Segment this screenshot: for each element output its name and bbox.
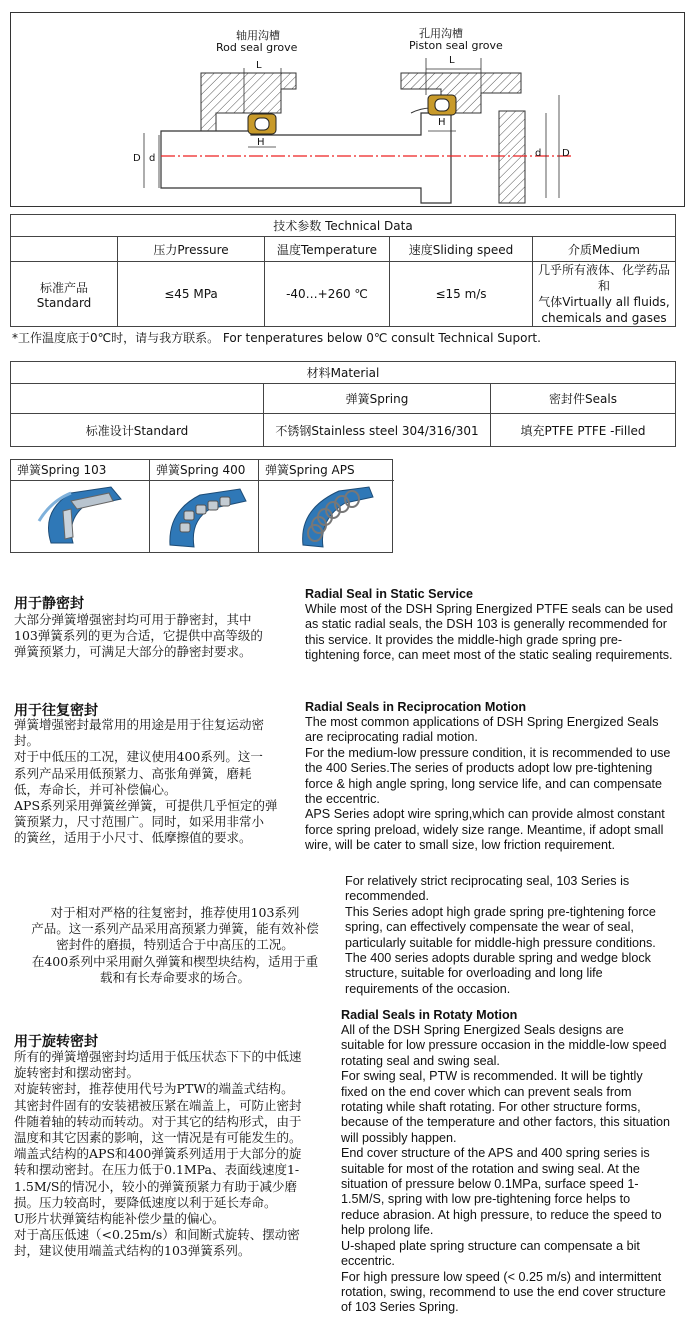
rotary-cn-title: 用于旋转密封	[14, 1034, 98, 1050]
piston-groove-label-en: Piston seal grove	[409, 39, 503, 52]
static-cn-text	[14, 612, 294, 661]
strict-cn-line: 在400系列中采用耐久弹簧和楔型块结构，适用于重	[31, 953, 319, 969]
piston-groove-label-cn: 孔用沟槽	[419, 27, 463, 40]
spring-400-label: 弹簧Spring 400	[150, 460, 258, 481]
dim-D-rod: D	[133, 153, 141, 164]
tech-row-label-cn: 标准产品	[39, 280, 88, 295]
material-title: 材料Material	[11, 362, 676, 384]
rotary-cn-line: 件随着轴的转动而转动。对于其它的结构形式，由于	[14, 1113, 302, 1129]
spring-400-card	[150, 460, 259, 552]
dim-H-rod: H	[257, 137, 265, 148]
rotary-en-line: reduce abrasion. At high pressure, to reduce the speed to	[341, 1207, 662, 1222]
strict-en-line: recommended.	[345, 889, 429, 904]
static-cn-line: 大部分弹簧增强密封均可用于静密封，其中	[14, 612, 252, 627]
rotary-cn-line: 对旋转密封，推荐使用代号为PTW的端盖式结构。	[14, 1081, 294, 1097]
tech-row-label	[11, 262, 118, 327]
recip-en-line: wire, will be cater to small size, low friction requirement.	[305, 838, 616, 853]
strict-en-text	[345, 874, 695, 997]
recip-cn-line: 低，寿命长，并可补偿偏心。	[14, 781, 177, 797]
dim-L-piston: L	[449, 55, 455, 66]
rotary-en-line: rotation, swing, recommend to use the end cover structure	[341, 1284, 666, 1299]
rotary-cn-line: 对于高压低速（<0.25m/s）和间断式旋转、摆动密	[14, 1227, 300, 1243]
technical-title: 技术参数 Technical Data	[11, 215, 676, 237]
static-en-text	[305, 602, 695, 664]
rotary-cn-line: 所有的弹簧增强密封均适用于低压状态下下的中低速	[14, 1049, 302, 1064]
recip-en-line: are reciprocating radial motion.	[305, 730, 478, 745]
groove-drawing	[11, 13, 684, 206]
material-row-label: 标准设计Standard	[11, 414, 264, 447]
recip-cn-line: 簧预紧力，尺寸范围广。同时，如采用非常小	[14, 814, 265, 830]
recip-en-line: the 400 Series.The series of products adopt low pre-tightening	[305, 761, 653, 776]
recip-en-line: force & high angle spring, long service life, and can compensate	[305, 776, 663, 791]
tech-speed-value: ≤15 m/s	[390, 262, 533, 327]
rod-groove-label-en: Rod seal grove	[216, 41, 298, 54]
temperature-note: *工作温度底于0℃时，请与我方联系。 For tenperatures below 0℃ consult Technical Suport.	[12, 331, 541, 345]
spring-400-image	[150, 481, 258, 557]
static-en-line: as static radial seals, the DSH 103 is generally recommended for	[305, 617, 667, 632]
rotary-cn-line: 旋转密封和摆动密封。	[14, 1065, 140, 1081]
spring-aps-image	[259, 481, 394, 557]
material-spring-value: 不锈钢Stainless steel 304/316/301	[264, 414, 491, 447]
rotary-en-line: rotating seal and swing seal.	[341, 1053, 500, 1068]
tech-header-pressure: 压力Pressure	[118, 237, 265, 262]
rotary-en-line: All of the DSH Spring Energized Seals designs are	[341, 1023, 624, 1037]
rotary-cn-line: U形片状弹簧结构能补偿少量的偏心。	[14, 1211, 225, 1227]
material-header-seals: 密封件Seals	[491, 384, 676, 414]
rotary-en-line: 1.5M/S, spring with low pre-tightening force helps to	[341, 1192, 631, 1207]
static-cn-line: 弹簧预紧力，可满足大部分的静密封要求。	[14, 644, 252, 660]
strict-en-line: particularly suitable for middle-high pressure conditions.	[345, 935, 656, 950]
rotary-cn-line: 端盖式结构的APS和400弹簧系列适用于大部分的旋	[14, 1146, 302, 1162]
rotary-en-title: Radial Seals in Rotaty Motion	[341, 1008, 518, 1022]
rotary-en-line: U-shaped plate spring structure can compensate a bit	[341, 1238, 640, 1253]
strict-en-line: This Series adopt high grade spring pre-tightening force	[345, 904, 656, 919]
strict-en-line: spring, can effectively compensate the wear of seal,	[345, 920, 634, 935]
spring-103-image	[11, 481, 149, 557]
static-en-line: tightening force, can meet most of the static sealing requirements.	[305, 648, 673, 663]
tech-medium-line: chemicals and gases	[541, 311, 667, 325]
cylinder-wall	[499, 111, 525, 203]
rotary-en-line: rotating while shaft rotating. For other structure forms,	[341, 1100, 641, 1115]
tech-temperature-value: -40…+260 ℃	[265, 262, 390, 327]
strict-cn-line: 密封件的磨损，特别适合于中高压的工况。	[56, 937, 294, 953]
material-seal-value: 填充PTFE PTFE -Filled	[491, 414, 676, 447]
dim-D-piston: D	[562, 148, 570, 159]
tech-row-label-en: Standard	[36, 295, 92, 310]
tech-pressure-value: ≤45 MPa	[118, 262, 265, 327]
seal-groove-diagram	[10, 12, 685, 207]
strict-cn-line: 载和有长寿命要求的场合。	[99, 969, 250, 985]
material-header-spring: 弹簧Spring	[264, 384, 491, 414]
recip-cn-line: 的簧丝，适用于小尺寸、低摩擦值的要求。	[14, 830, 252, 846]
material-header-empty	[11, 384, 264, 414]
static-en-line: this service. It provides the middle-high grade spring pre-	[305, 632, 623, 647]
rotary-en-line: fixed on the end cover which can prevent seals from	[341, 1084, 632, 1099]
piston-housing	[401, 73, 521, 113]
static-cn-line: 103弹簧系列的更为合适，它提供中高等级的	[14, 628, 263, 644]
recip-cn-line: APS系列采用弹簧丝弹簧，可提供几乎恒定的弹	[14, 798, 278, 814]
tech-header-speed: 速度Sliding speed	[390, 237, 533, 262]
rotary-en-line: End cover structure of the APS and 400 spring series is	[341, 1146, 650, 1161]
rotary-cn-line: 其密封件固有的安装裙被压紧在端盖上，可防止密封	[14, 1097, 302, 1113]
rod-groove-label-cn: 轴用沟槽	[236, 29, 280, 42]
recip-cn-title: 用于往复密封	[14, 703, 98, 719]
recip-cn-line: 对于中低压的工况，建议使用400系列。这一	[14, 749, 263, 765]
rotary-cn-line: 转和摆动密封。在压力低于0.1MPa、表面线速度1-	[14, 1162, 300, 1178]
strict-cn-text	[14, 905, 336, 986]
dim-d-rod: d	[149, 153, 156, 164]
spring-aps-label: 弹簧Spring APS	[259, 460, 394, 481]
rotary-en-line: of 103 Series Spring.	[341, 1300, 459, 1315]
spring-aps-card	[259, 460, 394, 552]
tech-header-medium: 介质Medium	[533, 237, 676, 262]
recip-en-line: force spring preload, widely size range. Meantime, if adopt small	[305, 822, 664, 837]
tech-medium-value	[533, 262, 676, 327]
dim-H-piston: H	[438, 117, 446, 128]
recip-en-title: Radial Seals in Reciprocation Motion	[305, 700, 527, 714]
rotary-en-line: help prolong life.	[341, 1223, 434, 1238]
spring-103-label: 弹簧Spring 103	[11, 460, 149, 481]
tech-header-temperature: 温度Temperature	[265, 237, 390, 262]
recip-cn-line: 封。	[14, 733, 40, 749]
rotary-cn-line: 1.5M/S的情况小，较小的弹簧预紧力有助于减少磨	[14, 1178, 297, 1194]
rotary-cn-line: 损。压力较高时，要降低速度以利于延长寿命。	[14, 1194, 277, 1210]
rotary-en-line: because of the temperature and other factors, this situation	[341, 1115, 671, 1130]
recip-cn-line: 弹簧增强密封最常用的用途是用于往复运动密	[14, 717, 265, 732]
dim-L-rod: L	[256, 60, 262, 71]
tech-medium-line: 气体Virtually all fluids,	[538, 295, 670, 309]
rotary-en-line: suitable for low pressure occasion in the middle-low speed	[341, 1038, 667, 1053]
rotary-en-text	[341, 1023, 696, 1316]
static-cn-title: 用于静密封	[14, 596, 84, 612]
strict-en-line: requirements of the occasion.	[345, 981, 511, 996]
rotary-cn-line: 封，建议使用端盖式结构的103弹簧系列。	[14, 1243, 251, 1259]
spring-103-card	[11, 460, 150, 552]
tech-medium-line: 几乎所有液体、化学药品和	[537, 263, 670, 293]
material-table	[10, 361, 676, 447]
recip-en-line: APS Series adopt wire spring,which can provide almost constant	[305, 807, 665, 822]
recip-en-line: For the medium-low pressure condition, it is recommended to use	[305, 745, 671, 760]
rotary-en-line: eccentric.	[341, 1254, 395, 1269]
strict-cn-line: 对于相对严格的往复密封，推荐使用103系列	[50, 905, 300, 920]
recip-en-line: the eccentric.	[305, 792, 380, 807]
strict-en-line: For relatively strict reciprocating seal, 103 Series is	[345, 874, 630, 888]
rotary-en-line: For high pressure low speed (< 0.25 m/s) and intermittent	[341, 1269, 662, 1284]
rotary-en-line: suitable for most of the rotation and swing seal. At the	[341, 1161, 640, 1176]
rotary-cn-text	[14, 1049, 339, 1260]
rotary-cn-line: 温度和其它因素的影响，这一情况是有可能发生的。	[14, 1130, 302, 1146]
rotary-en-line: situation of pressure below 0.1MPa, surface speed 1-	[341, 1177, 639, 1192]
dim-d-piston: d	[535, 148, 542, 159]
recip-en-text	[305, 715, 695, 854]
strict-cn-line: 产品。这一系列产品采用高预紧力弹簧，能有效补偿	[31, 921, 319, 937]
tech-header-empty	[11, 237, 118, 262]
static-en-title: Radial Seal in Static Service	[305, 587, 473, 601]
recip-en-line: The most common applications of DSH Spring Energized Seals	[305, 715, 659, 729]
rotary-en-line: For swing seal, PTW is recommended. It will be tightly	[341, 1069, 643, 1084]
spring-types	[10, 459, 393, 553]
static-en-line: While most of the DSH Spring Energized PTFE seals can be used	[305, 602, 674, 616]
recip-cn-text	[14, 717, 299, 847]
technical-data-table	[10, 214, 676, 327]
strict-en-line: The 400 series adopts durable spring and wedge block	[345, 951, 651, 966]
recip-cn-line: 系列产品采用低预紧力、高张角弹簧，磨耗	[14, 765, 252, 781]
strict-en-line: structure, suitable for overloading and long life	[345, 966, 603, 981]
rotary-en-line: will possibly happen.	[341, 1130, 457, 1145]
